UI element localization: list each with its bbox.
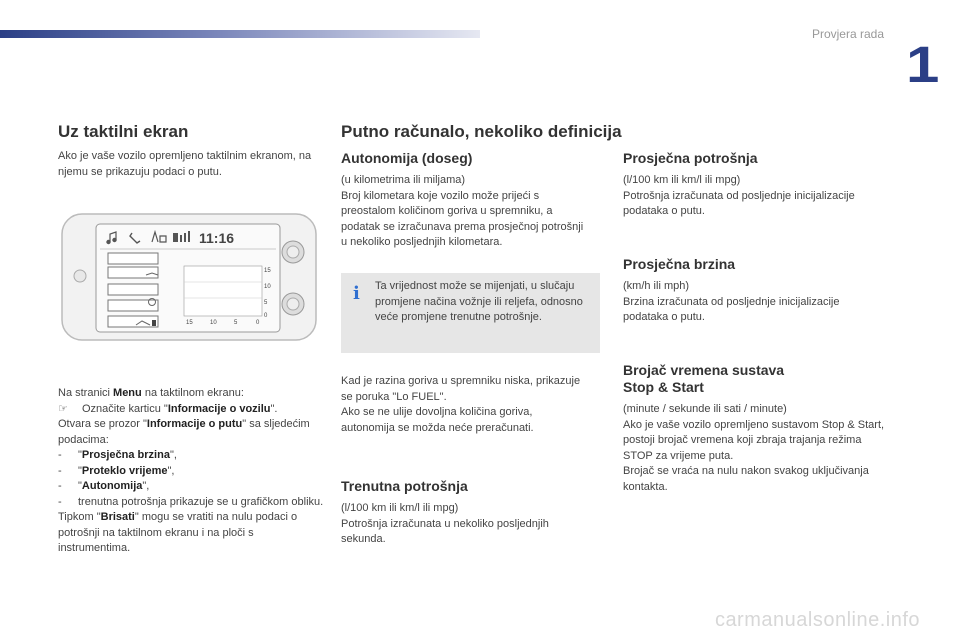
autonomy-body: (u kilometrima ili miljama) Broj kilometara koje vozilo može prijeći s preostalom količinom goriva u spremniku, a podatak se izračunava prema prosječnoj potrošnji u nekoliko posljednjih kilometara. (341, 174, 584, 248)
header-bar (0, 30, 480, 38)
graph-xtick-0: 0 (256, 320, 260, 326)
graph-xtick-5: 5 (234, 320, 238, 326)
graph-ytick-0: 0 (264, 313, 268, 319)
left-intro: Ako je vaše vozilo opremljeno taktilnim ekranom, na njemu se prikazuju podaci o putu. (58, 150, 312, 178)
list-item: - "Proteklo vrijeme", (58, 464, 175, 477)
instant-body: (l/100 km ili km/l ili mpg) Potrošnja izračunata u nekoliko posljednjih sekunda. (341, 502, 549, 545)
menu-word: Menu (113, 387, 142, 399)
touchscreen-illustration (60, 212, 318, 342)
step-line: ☞ Označite karticu "Informacije o vozilu". (58, 402, 324, 418)
chapter-number: 1 (906, 36, 940, 94)
left-title: Uz taktilni ekran (58, 122, 189, 141)
section-label: Provjera rada (811, 27, 884, 41)
list-item: - trenutna potrošnja prikazuje se u grafičkom obliku. (58, 495, 324, 508)
avgcons-body: (l/100 km ili km/l ili mpg) Potrošnja izračunata od posljednje inicijalizacije podataka o putu. (623, 174, 855, 217)
avgcons-title: Prosječna potrošnja (623, 150, 758, 166)
graph-ytick-15: 15 (264, 268, 271, 274)
graph-xtick-15: 15 (186, 320, 193, 326)
middle-title: Putno računalo, nekoliko definicija (341, 122, 622, 141)
lowfuel-body: Kad je razina goriva u spremniku niska, prikazuje se poruka "Lo FUEL". Ako se ne ulije dovoljna količina goriva, autonomija se možda neće preračunati. (341, 375, 581, 434)
fuel-icon (152, 320, 156, 326)
left-instructions: Na stranici Menu na taktilnom ekranu: ☞ Označite karticu "Informacije o vozilu". Otvara se prozor "Informacije o putu" sa sljedećim podacima: - "Prosječna brzina", - "Proteklo vrijeme", - "Autonomija", - trenutna potrošnja prikazuje se u grafičkom obliku. Tipkom "Brisati" mogu se vratiti na nulu podaci o potrošnji na taktilnom ekranu i na ploči s instrumentima. (58, 387, 324, 554)
list-item: - "Prosječna brzina", (58, 449, 177, 461)
screen-clock: 11:16 (199, 230, 235, 246)
hand-pointer-icon: ☞ (58, 402, 68, 415)
trip-data-list (58, 448, 324, 510)
graph-ytick-5: 5 (264, 300, 268, 306)
avgspeed-body: (km/h ili mph) Brzina izračunata od posljednje inicijalizacije podataka o putu. (623, 280, 840, 323)
info-box (341, 273, 600, 353)
list-item: - "Autonomija", (58, 480, 150, 492)
graph-ytick-10: 10 (264, 284, 271, 290)
stopstart-title: Brojač vremena sustava Stop & Start (623, 362, 785, 395)
info-text: Ta vrijednost može se mijenjati, u slučaju promjene načina vožnje ili reljefa, odnosno veće promjene trenutne potrošnje. (375, 280, 583, 323)
graph-xtick-10: 10 (210, 320, 217, 326)
autonomy-title: Autonomija (doseg) (341, 150, 473, 166)
instant-title: Trenutna potrošnja (341, 478, 468, 494)
info-icon: i (353, 283, 360, 304)
avgspeed-title: Prosječna brzina (623, 256, 736, 272)
watermark: carmanualsonline.info (714, 609, 920, 631)
stopstart-body: (minute / sekunde ili sati / minute) Ako je vaše vozilo opremljeno sustavom Stop & Start, postoji brojač vremena koji zbraja trajanja režima STOP za vrijeme puta. Brojač se vraća na nulu nakon svakog uključivanja kontakta. (623, 403, 885, 493)
